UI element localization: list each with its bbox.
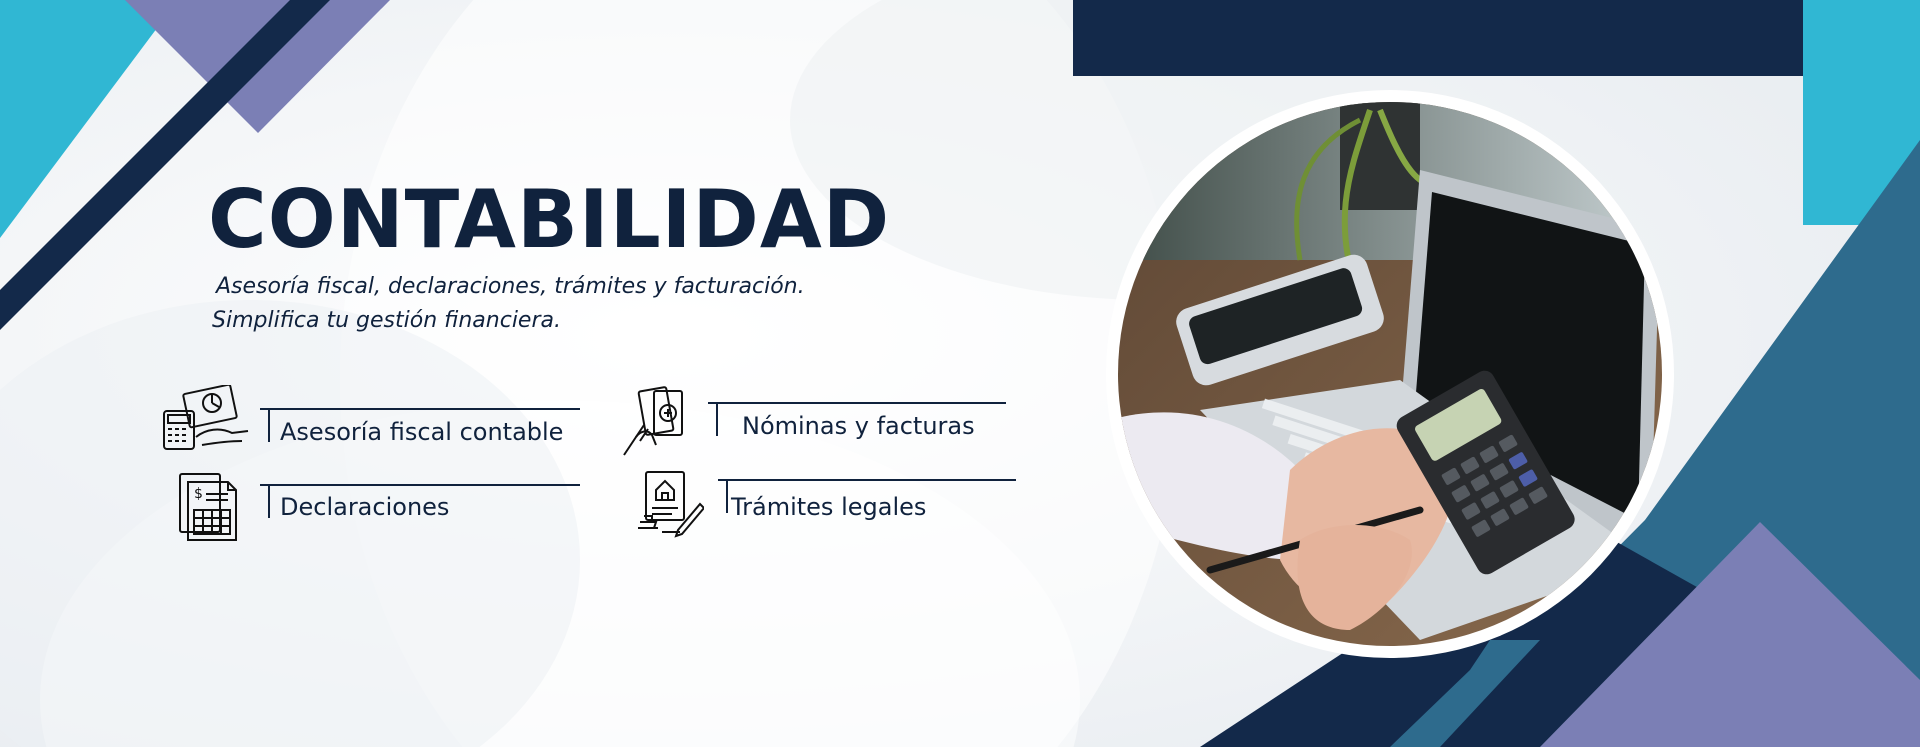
legal-house-document-icon <box>634 468 704 538</box>
svg-text:$: $ <box>194 486 203 502</box>
payroll-money-icon <box>622 385 692 457</box>
service-label-tramites: Trámites legales <box>731 493 927 521</box>
tax-document-icon <box>176 470 240 544</box>
service-label-declaraciones: Declaraciones <box>280 493 450 521</box>
accounting-calculator-icon <box>162 385 252 457</box>
service-label-nominas: Nóminas y facturas <box>742 412 975 440</box>
subtitle-line-1: Asesoría fiscal, declaraciones, trámites y facturación. <box>216 274 805 299</box>
service-label-asesoria: Asesoría fiscal contable <box>280 418 564 446</box>
subtitle-line-2: Simplifica tu gestión financiera. <box>212 308 561 333</box>
page-title: CONTABILIDAD <box>208 173 891 266</box>
